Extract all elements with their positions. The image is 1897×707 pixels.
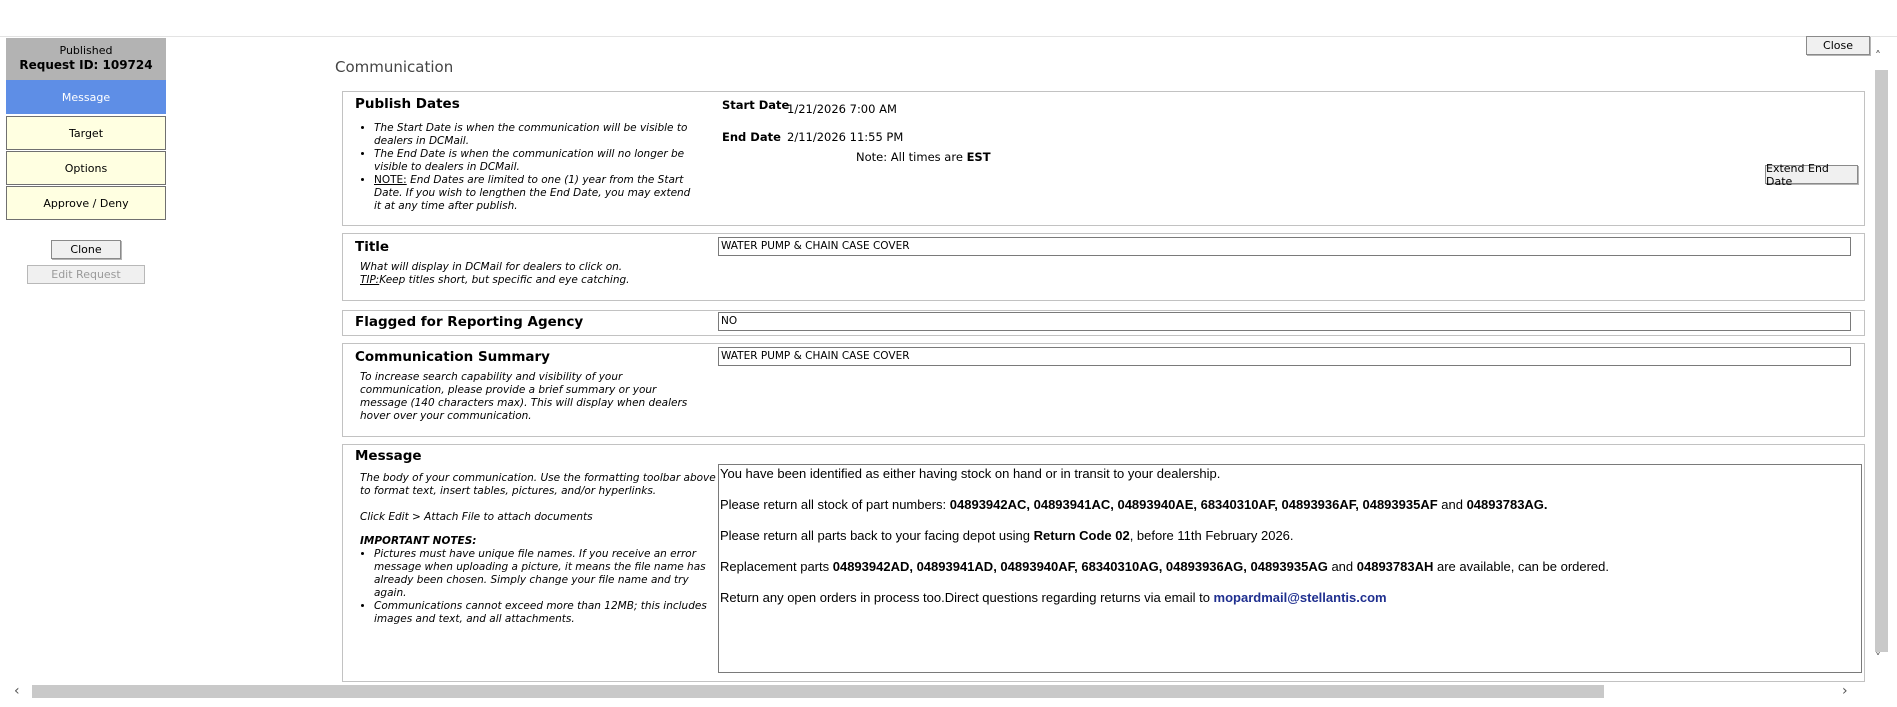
- email-link[interactable]: mopardmail@stellantis.com: [1213, 590, 1387, 605]
- nav-approve-deny[interactable]: Approve / Deny: [6, 186, 166, 220]
- title-input[interactable]: WATER PUMP & CHAIN CASE COVER: [718, 237, 1851, 256]
- tip-label: TIP:: [360, 274, 380, 286]
- status-box: [6, 38, 166, 80]
- nav-target[interactable]: Target: [6, 116, 166, 150]
- publish-dates-title: Publish Dates: [355, 96, 460, 112]
- summary-input[interactable]: WATER PUMP & CHAIN CASE COVER: [718, 347, 1851, 366]
- start-date-value: 1/21/2026 7:00 AM: [787, 102, 897, 116]
- vertical-scrollbar[interactable]: [1873, 38, 1897, 674]
- chevron-left-icon[interactable]: ‹: [14, 683, 20, 699]
- flagged-label: Flagged for Reporting Agency: [355, 314, 584, 330]
- note-item: • Communications cannot exceed more than 12MB; this includes images and text, and all attachments.: [374, 600, 720, 626]
- title-help: What will display in DCMail for dealers to click on. TIP:Keep titles short, but specific and eye catching.: [360, 261, 630, 286]
- page-heading: Communication: [335, 58, 454, 76]
- start-date-label: Start Date: [722, 98, 790, 112]
- message-line: Please return all stock of part numbers: 04893942AC, 04893941AC, 04893940AE, 68340310AF, 04893936AF, 04893935AF and 04893783AG.: [720, 497, 1548, 512]
- end-date-value: 2/11/2026 11:55 PM: [787, 130, 904, 144]
- chevron-down-icon[interactable]: ˅: [1875, 651, 1881, 665]
- horizontal-scroll-thumb[interactable]: [32, 685, 1604, 698]
- extend-end-date-button[interactable]: Extend End Date: [1765, 165, 1858, 184]
- message-label: Message: [355, 448, 422, 464]
- help-note: [374, 174, 700, 213]
- request-id: Request ID: 109724: [19, 58, 153, 72]
- end-date-label: End Date: [722, 130, 781, 144]
- top-bar: [0, 0, 1897, 37]
- nav-message[interactable]: Message: [6, 80, 166, 114]
- chevron-up-icon[interactable]: ˄: [1875, 49, 1881, 63]
- note-item: • Pictures must have unique file names. If you receive an error message when uploading a picture, it means the file name has already been chosen. Simply change your file name and try again.: [374, 548, 720, 600]
- message-line: Please return all parts back to your facing depot using Return Code 02, before 11th February 2026.: [720, 528, 1294, 543]
- message-help: The body of your communication. Use the formatting toolbar above to format text, insert tables, pictures, and/or hyperlinks. Click Edit > Attach File to attach documents IMPORTANT NOTES: • Pictures must have unique file names. If you receive an error message when uploading a picture, it means the file name has already been chosen. Simply change your file name and try again. • Communications cannot exceed more than 12MB; this includes images and text, and all attachments.: [360, 472, 720, 626]
- chevron-right-icon[interactable]: ›: [1842, 683, 1848, 699]
- clone-button[interactable]: Clone: [51, 240, 121, 259]
- close-button[interactable]: Close: [1806, 36, 1870, 55]
- times-note: Note: All times are EST: [856, 150, 991, 164]
- status-label: Published: [59, 44, 113, 57]
- vertical-scroll-thumb[interactable]: [1875, 70, 1888, 652]
- edit-request-button[interactable]: Edit Request: [27, 265, 145, 284]
- nav-options[interactable]: Options: [6, 151, 166, 185]
- message-line: Return any open orders in process too.Direct questions regarding returns via email to mopardmail@stellantis.com: [720, 590, 1387, 605]
- title-label: Title: [355, 239, 390, 255]
- summary-help: To increase search capability and visibility of your communication, please provide a brief summary or your message (140 characters max). This will display when dealers hover over your communication.: [360, 371, 688, 422]
- help-start-date: • The Start Date is when the communication will be visible to dealers in DCMail.: [374, 122, 700, 148]
- message-line: Replacement parts 04893942AD, 04893941AD, 04893940AF, 68340310AG, 04893936AG, 04893935AG and 04893783AH are available, can be ordered.: [720, 559, 1610, 574]
- message-line: You have been identified as either having stock on hand or in transit to your dealership.: [720, 466, 1221, 481]
- important-notes-title: IMPORTANT NOTES:: [360, 535, 477, 547]
- publish-dates-help: [360, 122, 700, 213]
- timezone: EST: [966, 150, 991, 164]
- publish-dates-section: [342, 91, 1865, 226]
- message-body-editor[interactable]: [718, 464, 1862, 673]
- help-end-date: • The End Date is when the communication will no longer be visible to dealers in DCMail.: [374, 148, 700, 174]
- horizontal-scrollbar[interactable]: [0, 683, 1873, 701]
- summary-label: Communication Summary: [355, 349, 550, 365]
- note-label: NOTE:: [374, 174, 407, 186]
- note-text: End Dates are limited to one (1) year from the Start Date. If you wish to lengthen the End Date, you may extend it at any time after publish.: [374, 174, 691, 212]
- flagged-input[interactable]: NO: [718, 312, 1851, 331]
